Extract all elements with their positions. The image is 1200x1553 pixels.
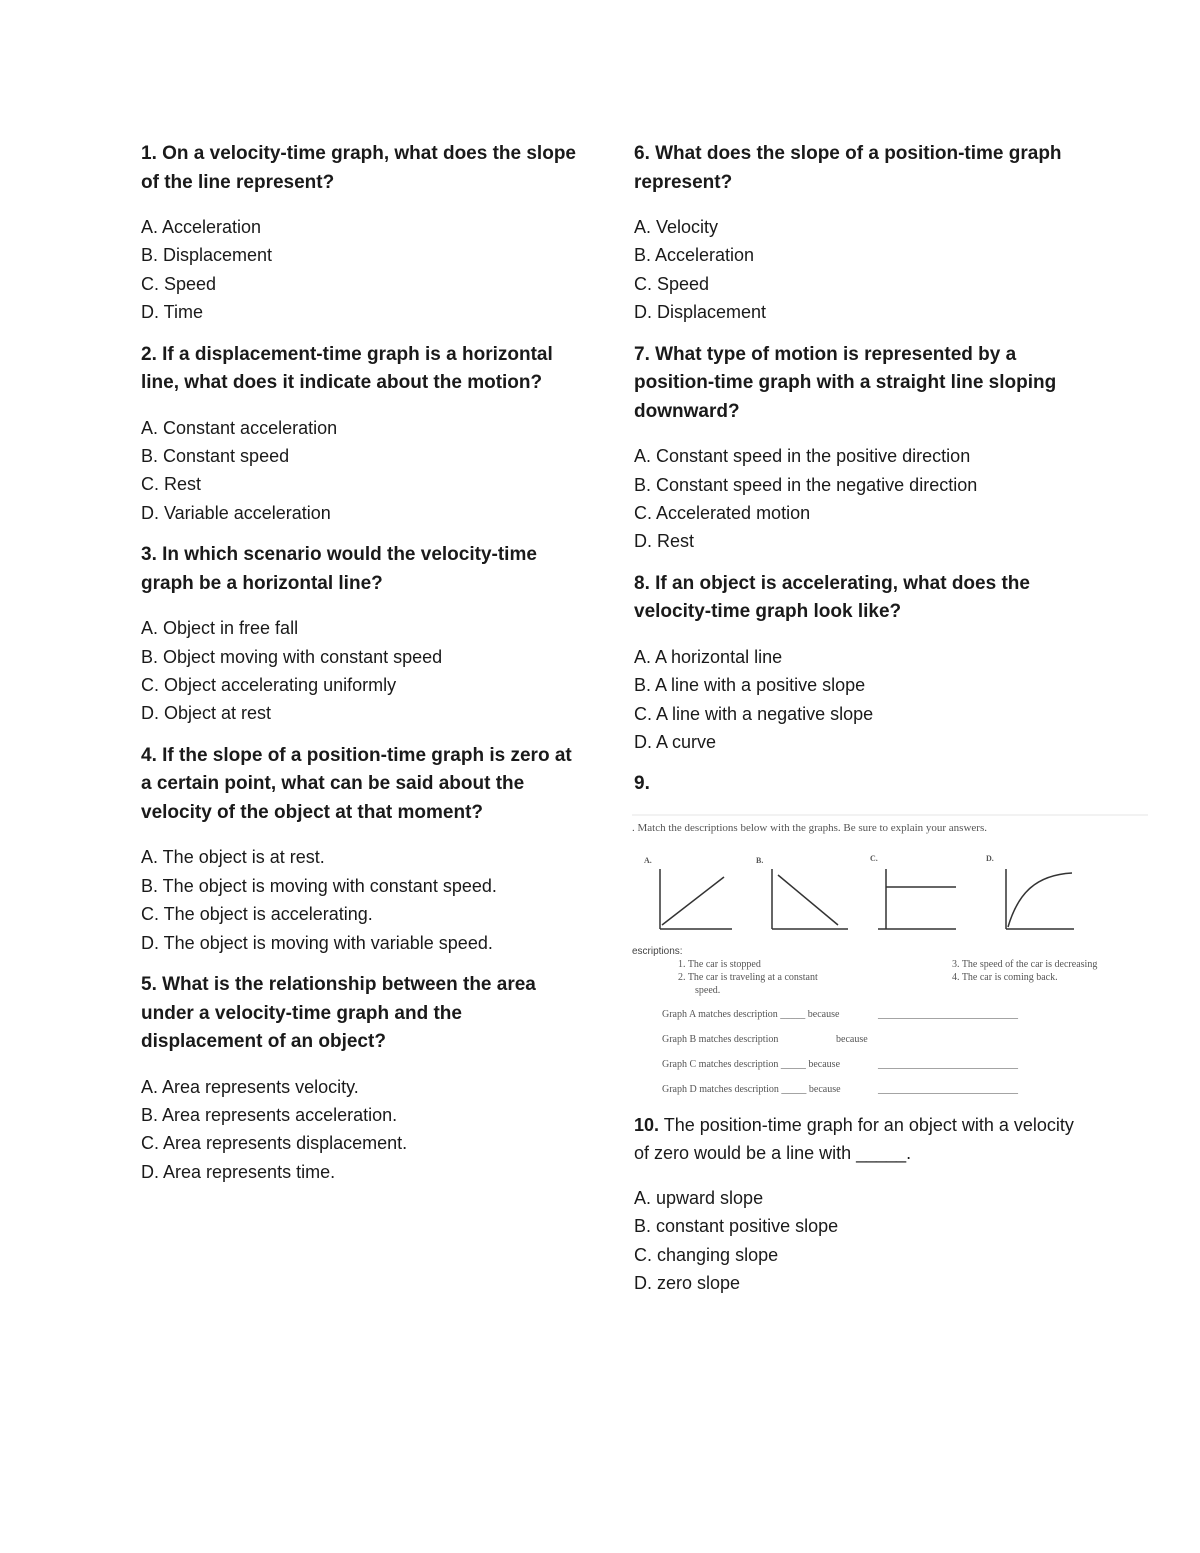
question-4 xyxy=(141,742,581,957)
question-6 xyxy=(634,140,1074,327)
option-c[interactable]: C. Rest xyxy=(141,474,202,495)
description-1: 1. The car is stopped xyxy=(678,958,761,970)
question-body: The position-time graph for an object with a velocity of zero would be a line with _____. xyxy=(634,1114,1074,1164)
option-d[interactable]: D. The object is moving with variable speed. xyxy=(141,932,493,953)
question-text: 6. What does the slope of a position-time graph represent? xyxy=(634,143,1062,193)
graph-d-blank: ____________________________ xyxy=(878,1083,1018,1095)
option-b[interactable]: B. Constant speed in the negative direction xyxy=(634,474,978,495)
question-number: 9. xyxy=(634,773,650,795)
description-2-cont: speed. xyxy=(695,984,721,996)
option-d[interactable]: D. Variable acceleration xyxy=(141,502,331,523)
question-1 xyxy=(141,140,581,327)
option-a[interactable]: A. Velocity xyxy=(634,217,719,237)
option-a[interactable]: A. Constant speed in the positive direction xyxy=(634,446,971,467)
graph-matching-figure xyxy=(632,807,1148,1097)
graph-c-label: C. xyxy=(870,853,878,863)
option-a[interactable]: A. A horizontal line xyxy=(634,646,783,667)
question-8 xyxy=(634,570,1074,757)
option-d[interactable]: D. Displacement xyxy=(634,302,767,323)
option-c[interactable]: C. Accelerated motion xyxy=(634,502,811,523)
graph-c-match: Graph C matches description _____ because xyxy=(662,1058,841,1070)
option-b[interactable]: B. A line with a positive slope xyxy=(634,675,866,696)
question-text: 8. If an object is accelerating, what does the velocity-time graph look like? xyxy=(634,572,1030,623)
graph-a-label: A. xyxy=(644,855,652,865)
graph-d-label: D. xyxy=(986,853,994,863)
question-text: 5. What is the relationship between the area under a velocity-time graph and the displacement of an object? xyxy=(141,974,536,1052)
option-d[interactable]: D. zero slope xyxy=(634,1273,741,1294)
question-10 xyxy=(634,1111,1074,1298)
option-list xyxy=(634,213,1074,327)
right-column xyxy=(632,140,1098,1312)
option-list xyxy=(634,442,1074,556)
question-text: 7. What type of motion is represented by a position-time graph with a straight line sloping downward? xyxy=(634,343,1057,422)
question-7 xyxy=(634,341,1074,556)
option-list xyxy=(141,213,581,327)
option-c[interactable]: C. A line with a negative slope xyxy=(634,703,874,724)
option-list xyxy=(634,643,1074,757)
graph-d-match: Graph D matches description _____ because xyxy=(662,1083,841,1095)
question-text xyxy=(634,1111,1074,1168)
option-list xyxy=(141,1073,581,1187)
option-d[interactable]: D. Time xyxy=(141,302,204,323)
option-list xyxy=(141,614,581,728)
option-c[interactable]: C. Area represents displacement. xyxy=(141,1133,408,1154)
option-a[interactable]: A. Constant acceleration xyxy=(141,417,338,438)
option-b[interactable]: B. Constant speed xyxy=(141,446,290,467)
option-c[interactable]: C. Speed xyxy=(634,273,710,294)
option-b[interactable]: B. Acceleration xyxy=(634,245,755,266)
option-b[interactable]: B. constant positive slope xyxy=(634,1216,839,1237)
option-a[interactable]: A. The object is at rest. xyxy=(141,847,325,868)
description-2: 2. The car is traveling at a constant xyxy=(678,971,818,983)
option-d[interactable]: D. Object at rest xyxy=(141,703,272,724)
instruction-text: . Match the descriptions below with the graphs. Be sure to explain your answers. xyxy=(632,821,987,834)
option-a[interactable]: A. Acceleration xyxy=(141,217,262,237)
graph-matching-image xyxy=(632,807,1148,1097)
option-a[interactable]: A. upward slope xyxy=(634,1187,764,1208)
option-c[interactable]: C. Object accelerating uniformly xyxy=(141,675,397,696)
question-3 xyxy=(141,541,581,728)
question-text: 3. In which scenario would the velocity-time graph be a horizontal line? xyxy=(141,544,537,594)
option-c[interactable]: C. changing slope xyxy=(634,1244,779,1265)
left-column xyxy=(141,140,581,1200)
option-d[interactable]: D. A curve xyxy=(634,731,717,752)
question-text: 4. If the slope of a position-time graph is zero at a certain point, what can be said about the velocity of the object at that moment? xyxy=(141,744,572,823)
option-c[interactable]: C. Speed xyxy=(141,273,217,294)
option-list xyxy=(141,843,581,957)
descriptions-heading: escriptions: xyxy=(632,945,683,957)
option-b[interactable]: B. The object is moving with constant speed. xyxy=(141,875,497,896)
question-5 xyxy=(141,971,581,1186)
option-d[interactable]: D. Area represents time. xyxy=(141,1161,336,1182)
description-3: 3. The speed of the car is decreasing xyxy=(952,958,1098,970)
question-2 xyxy=(141,341,581,528)
graph-b-match: Graph B matches description xyxy=(662,1033,779,1045)
question-number: 10. xyxy=(634,1114,660,1135)
option-list xyxy=(141,414,581,528)
option-list xyxy=(634,1184,1074,1298)
question-text: 2. If a displacement-time graph is a horizontal line, what does it indicate about the motion? xyxy=(141,343,553,394)
graph-a-blank: ____________________________ xyxy=(878,1008,1018,1020)
graph-c-blank: ____________________________ xyxy=(878,1058,1018,1070)
option-c[interactable]: C. The object is accelerating. xyxy=(141,904,373,925)
question-text: 1. On a velocity-time graph, what does the slope of the line represent? xyxy=(141,143,576,193)
graph-b-blank: because xyxy=(836,1033,868,1045)
option-b[interactable]: B. Displacement xyxy=(141,245,273,266)
option-b[interactable]: B. Object moving with constant speed xyxy=(141,646,443,667)
graph-a-match: Graph A matches description _____ because xyxy=(662,1008,840,1020)
option-d[interactable]: D. Rest xyxy=(634,531,695,552)
question-9 xyxy=(632,770,1098,1097)
description-4: 4. The car is coming back. xyxy=(952,971,1058,983)
option-b[interactable]: B. Area represents acceleration. xyxy=(141,1104,398,1125)
option-a[interactable]: A. Object in free fall xyxy=(141,618,299,639)
option-a[interactable]: A. Area represents velocity. xyxy=(141,1076,359,1097)
graph-b-label: B. xyxy=(756,855,764,865)
